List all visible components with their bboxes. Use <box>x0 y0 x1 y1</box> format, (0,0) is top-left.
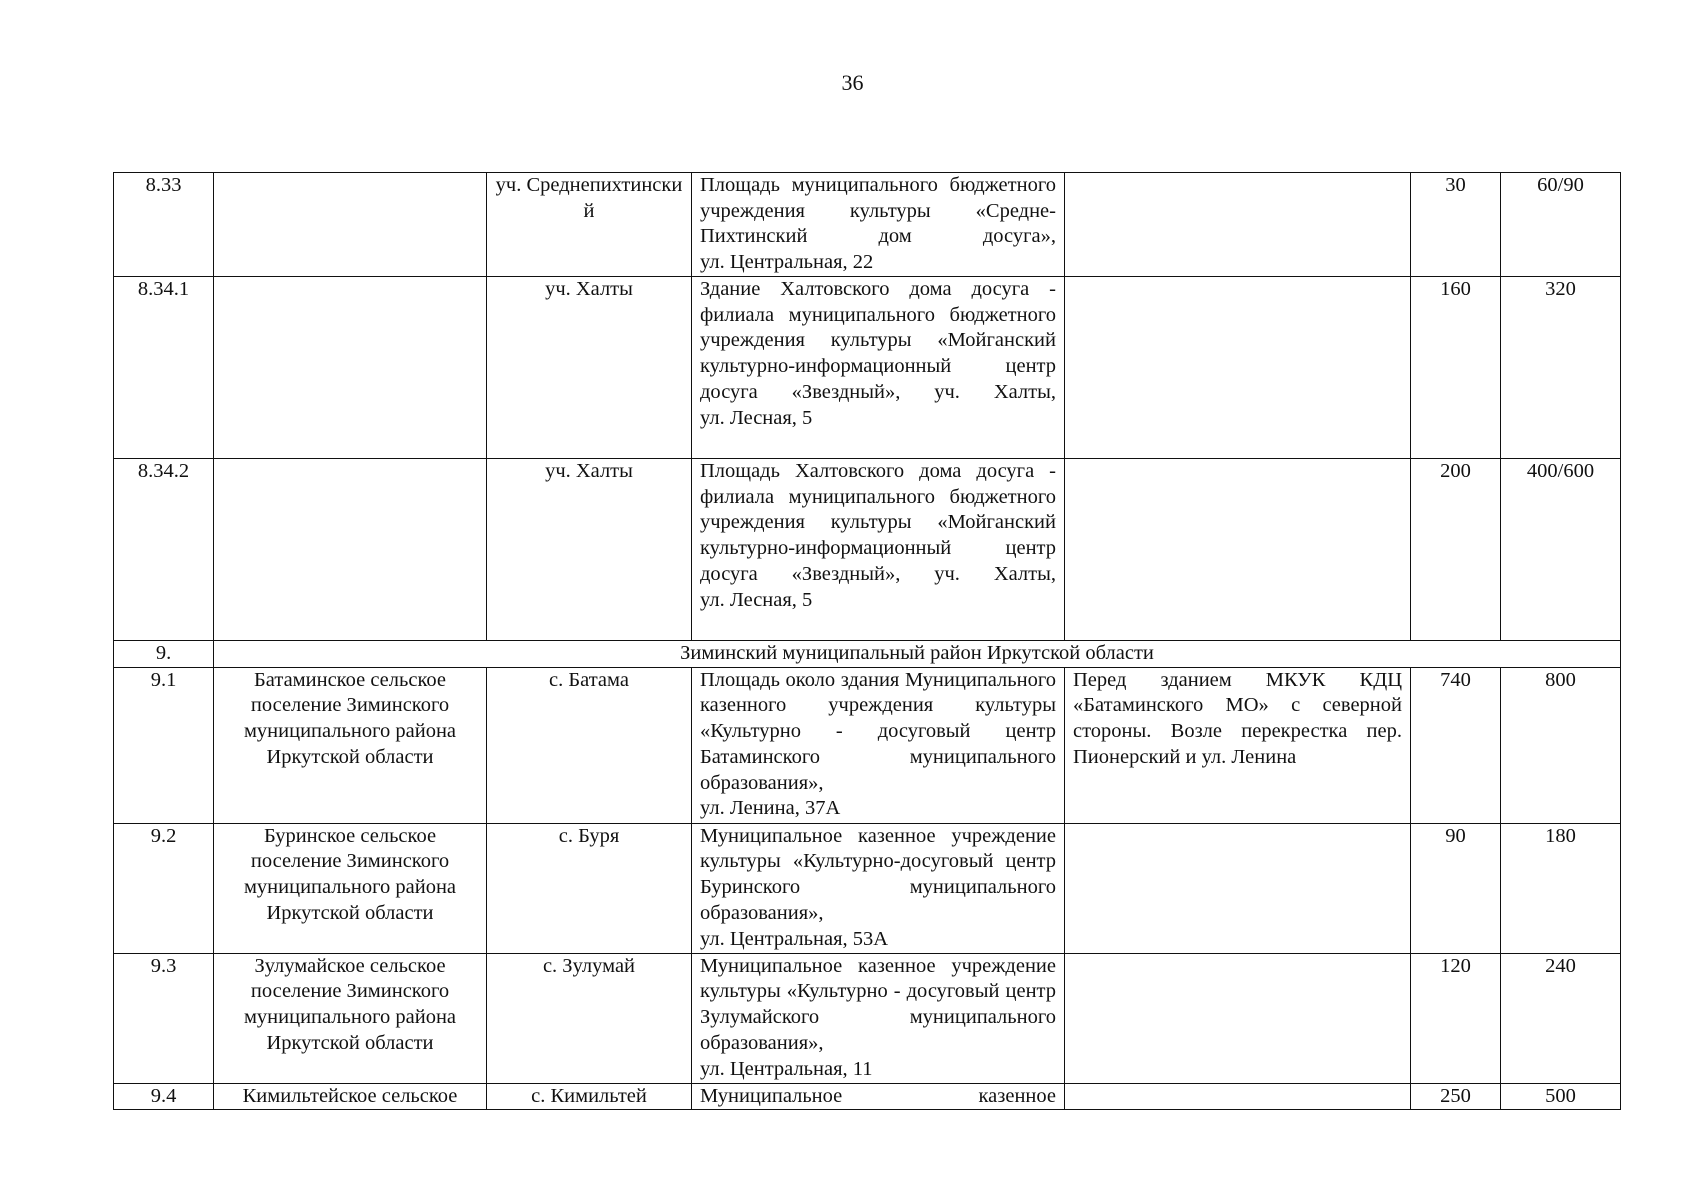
place-description <box>692 823 1065 953</box>
place-note <box>1065 173 1411 277</box>
settlement-name <box>214 173 487 277</box>
max-capacity-value: 240 <box>1501 953 1621 1083</box>
place-note <box>1065 667 1411 823</box>
capacity-value: 120 <box>1411 953 1501 1083</box>
locality-name: с. Кимильтей <box>487 1083 692 1110</box>
table-row <box>114 667 1621 823</box>
place-address: ул. Центральная, 53А <box>700 927 889 950</box>
row-number: 8.34.2 <box>114 459 214 641</box>
place-description <box>692 667 1065 823</box>
settlement-name: Буринское сельское поселение Зиминского муниципального района Иркутской области <box>214 823 487 953</box>
row-number: 8.34.1 <box>114 277 214 459</box>
max-capacity-value: 60/90 <box>1501 173 1621 277</box>
settlement-name: Зулумайское сельское поселение Зиминского муниципального района Иркутской области <box>214 953 487 1083</box>
document-table <box>113 172 1621 1110</box>
locality-name <box>487 173 692 277</box>
settlement-name <box>214 277 487 459</box>
capacity-value: 160 <box>1411 277 1501 459</box>
place-address: ул. Центральная, 22 <box>700 251 874 274</box>
place-address: ул. Ленина, 37А <box>700 797 841 820</box>
table-row <box>114 823 1621 953</box>
place-text: Площадь около здания Муниципального казенного учреждения культуры «Культурно - досуговый центр Батаминского муниципального образования», <box>700 668 1056 794</box>
table-row <box>114 1083 1621 1110</box>
place-note <box>1065 277 1411 459</box>
place-description <box>692 173 1065 277</box>
max-capacity-value: 500 <box>1501 1083 1621 1110</box>
capacity-value: 30 <box>1411 173 1501 277</box>
capacity-value: 250 <box>1411 1083 1501 1110</box>
max-capacity-value: 320 <box>1501 277 1621 459</box>
place-address: ул. Центральная, 11 <box>700 1057 873 1080</box>
section-number: 9. <box>114 641 214 668</box>
place-text: Муниципальное казенное <box>700 1084 1056 1107</box>
place-note <box>1065 459 1411 641</box>
max-capacity-value: 180 <box>1501 823 1621 953</box>
locality-name: уч. Халты <box>487 277 692 459</box>
locality-name: с. Батама <box>487 667 692 823</box>
settlement-name: Батаминское сельское поселение Зиминского муниципального района Иркутской области <box>214 667 487 823</box>
locality-text: уч. Среднепихтински й <box>495 174 683 222</box>
settlement-name <box>214 459 487 641</box>
place-text: Здание Халтовского дома досуга - филиала муниципального бюджетного учреждения культуры «Мойганский культурно-информационный центр досуга «Звездный», уч. Халты, <box>700 278 1056 403</box>
place-address: ул. Лесная, 5 <box>700 588 813 611</box>
table-row <box>114 173 1621 277</box>
locality-name: с. Зулумай <box>487 953 692 1083</box>
row-number: 9.3 <box>114 953 214 1083</box>
place-address: ул. Лесная, 5 <box>700 406 813 429</box>
table-row <box>114 953 1621 1083</box>
place-description <box>692 459 1065 641</box>
place-description <box>692 953 1065 1083</box>
row-number: 9.4 <box>114 1083 214 1110</box>
place-text: Площадь Халтовского дома досуга - филиала муниципального бюджетного учреждения культуры «Мойганский культурно-информационный центр досуга «Звездный», уч. Халты, <box>700 460 1056 585</box>
capacity-value: 740 <box>1411 667 1501 823</box>
place-note-text: Перед зданием МКУК КДЦ «Батаминского МО» с северной стороны. Возле перекрестка пер. Пионерский и ул. Ленина <box>1073 668 1402 768</box>
max-capacity-value: 800 <box>1501 667 1621 823</box>
place-description <box>692 1083 1065 1110</box>
capacity-value: 200 <box>1411 459 1501 641</box>
capacity-value: 90 <box>1411 823 1501 953</box>
row-number: 9.2 <box>114 823 214 953</box>
section-row <box>114 641 1621 668</box>
table-row <box>114 459 1621 641</box>
locality-name: уч. Халты <box>487 459 692 641</box>
table-row <box>114 277 1621 459</box>
place-note <box>1065 953 1411 1083</box>
place-text: Площадь муниципального бюджетного учреждения культуры «Средне-Пихтинский дом досуга», <box>700 174 1056 248</box>
max-capacity-value: 400/600 <box>1501 459 1621 641</box>
settlement-name: Кимильтейское сельское <box>214 1083 487 1110</box>
place-description <box>692 277 1065 459</box>
place-note <box>1065 823 1411 953</box>
page-number: 36 <box>841 70 864 95</box>
row-number: 8.33 <box>114 173 214 277</box>
locality-name: с. Буря <box>487 823 692 953</box>
section-title: Зиминский муниципальный район Иркутской области <box>214 641 1621 668</box>
row-number: 9.1 <box>114 667 214 823</box>
place-text: Муниципальное казенное учреждение культуры «Культурно - досуговый центр Зулумайского муниципального образования», <box>700 954 1056 1054</box>
place-text: Муниципальное казенное учреждение культуры «Культурно-досуговый центр Буринского муниципального образования», <box>700 824 1056 924</box>
place-note <box>1065 1083 1411 1110</box>
